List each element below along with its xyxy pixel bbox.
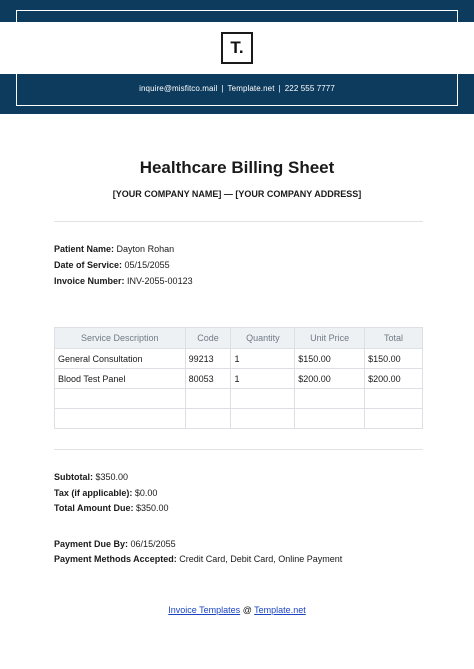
table-cell: $150.00 (365, 349, 423, 369)
column-header-unit-price: Unit Price (295, 328, 365, 349)
document-subtitle: [YOUR COMPANY NAME] — [YOUR COMPANY ADDRESS] (112, 189, 362, 199)
table-cell (231, 409, 295, 429)
payment-due-value: 06/15/2055 (130, 539, 176, 549)
invoice-templates-link[interactable]: Invoice Templates (168, 605, 241, 615)
column-header-service-description: Service Description (55, 328, 186, 349)
divider (54, 221, 423, 222)
table-row (55, 369, 423, 389)
document-title: Healthcare Billing Sheet (139, 158, 335, 177)
payment-methods-line (54, 554, 342, 564)
table-cell (185, 389, 231, 409)
table-row (55, 389, 423, 409)
footer-at: @ (242, 605, 252, 615)
table-cell: 1 (231, 349, 295, 369)
payment-due-label: Payment Due By: (54, 539, 129, 549)
invoice-number-value: INV-2055-00123 (127, 276, 193, 286)
payment-due-line (54, 539, 176, 549)
payment-methods-label: Payment Methods Accepted: (54, 554, 177, 564)
table-cell (185, 409, 231, 429)
table-cell: General Consultation (55, 349, 186, 369)
table-cell (295, 409, 365, 429)
date-of-service-value: 05/15/2055 (124, 260, 170, 270)
table-row (55, 409, 423, 429)
subtotal-line (54, 472, 128, 482)
total-due-label: Total Amount Due: (54, 503, 134, 513)
contact-separator: | (278, 84, 281, 93)
contact-separator: | (221, 84, 224, 93)
table-row (55, 349, 423, 369)
total-due-line (54, 503, 169, 513)
column-header-total: Total (365, 328, 423, 349)
billing-table (54, 327, 423, 429)
patient-name-line (54, 244, 174, 254)
table-cell: $150.00 (295, 349, 365, 369)
table-cell: 1 (231, 369, 295, 389)
table-cell: Blood Test Panel (55, 369, 186, 389)
tax-value: $0.00 (134, 488, 158, 498)
table-cell: 80053 (185, 369, 231, 389)
patient-name-value: Dayton Rohan (116, 244, 175, 254)
column-header-quantity: Quantity (231, 328, 295, 349)
company-logo (221, 32, 253, 64)
table-cell (295, 389, 365, 409)
logo-glyph: T. (230, 38, 244, 57)
table-cell: $200.00 (365, 369, 423, 389)
template-net-link[interactable]: Template.net (254, 605, 306, 615)
header-band (0, 0, 474, 114)
table-cell (55, 409, 186, 429)
table-cell: $200.00 (295, 369, 365, 389)
subtotal-value: $350.00 (95, 472, 129, 482)
table-cell (231, 389, 295, 409)
contact-email: inquire@misfitco.mail (139, 84, 218, 93)
table-header-row (55, 328, 423, 349)
column-header-code: Code (185, 328, 231, 349)
total-due-value: $350.00 (136, 503, 169, 513)
tax-label: Tax (if applicable): (54, 488, 133, 498)
contact-phone: 222 555 7777 (284, 84, 335, 93)
contact-line (0, 84, 474, 93)
subtotal-label: Subtotal: (54, 472, 93, 482)
contact-website: Template.net (227, 84, 275, 93)
footer (0, 605, 474, 615)
patient-name-label: Patient Name: (54, 244, 115, 254)
payment-methods-value: Credit Card, Debit Card, Online Payment (179, 554, 343, 564)
table-cell: 99213 (185, 349, 231, 369)
invoice-number-line (54, 276, 193, 286)
table-cell (365, 389, 423, 409)
table-cell (55, 389, 186, 409)
divider (54, 449, 423, 450)
date-of-service-label: Date of Service: (54, 260, 123, 270)
date-of-service-line (54, 260, 170, 270)
table-cell (365, 409, 423, 429)
tax-line (54, 488, 157, 498)
invoice-number-label: Invoice Number: (54, 276, 125, 286)
